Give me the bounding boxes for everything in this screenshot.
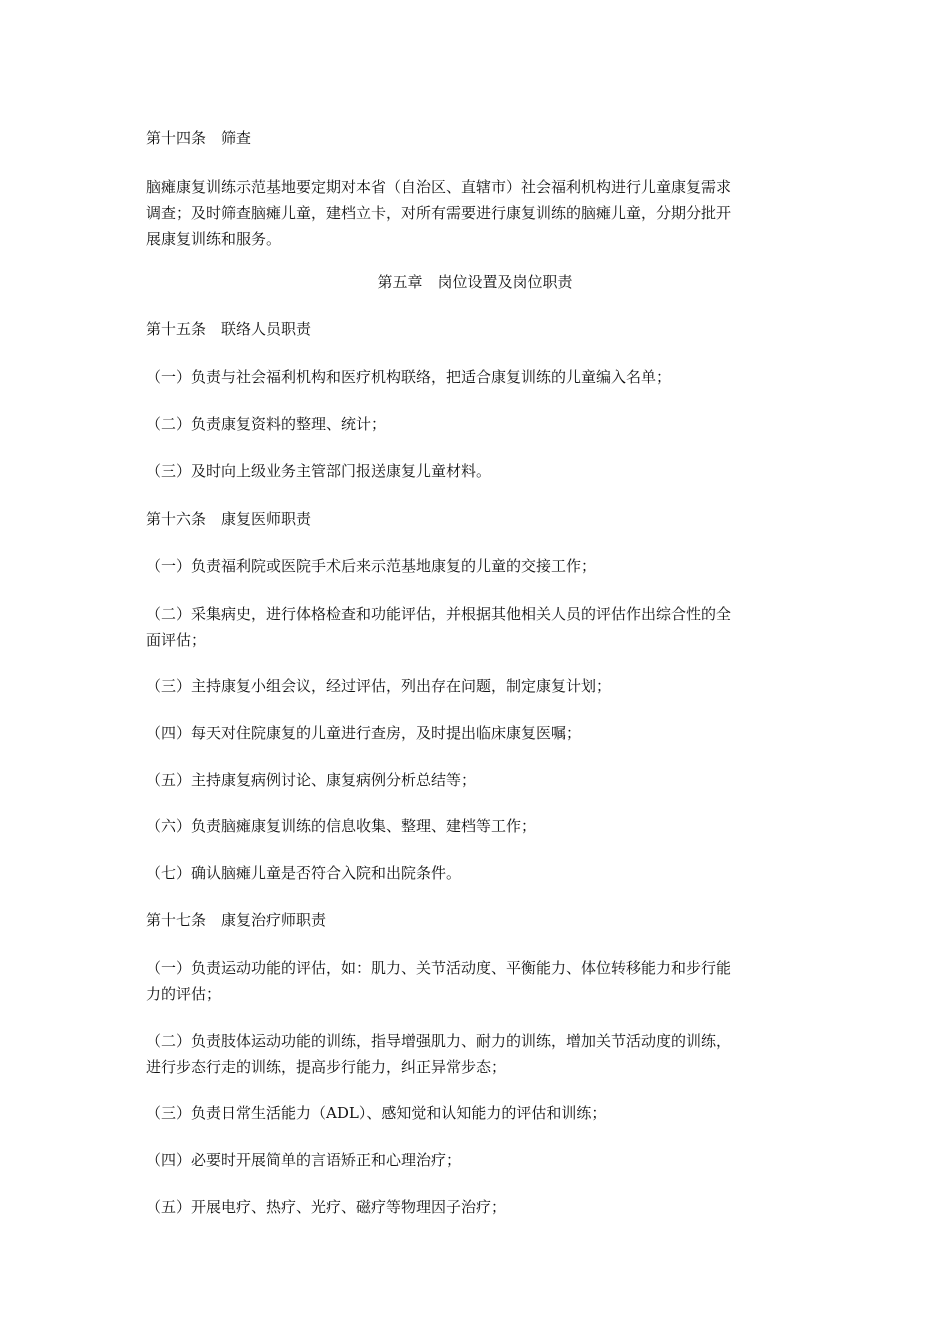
article-16-item-continuation: 面评估； [146, 631, 207, 649]
article-17-item: （三）负责日常生活能力（ADL）、感知觉和认知能力的评估和训练； [146, 1104, 607, 1122]
article-17-item: （四）必要时开展简单的言语矫正和心理治疗； [146, 1151, 462, 1169]
article-16-title: 第十六条 康复医师职责 [146, 510, 312, 528]
article-17-item: （二）负责肢体运动功能的训练，指导增强肌力、耐力的训练，增加关节活动度的训练， [146, 1032, 732, 1050]
article-16-item: （一）负责福利院或医院手术后来示范基地康复的儿童的交接工作； [146, 557, 597, 575]
article-16-item: （五）主持康复病例讨论、康复病例分析总结等； [146, 771, 477, 789]
article-17-item: （五）开展电疗、热疗、光疗、磁疗等物理因子治疗； [146, 1198, 507, 1216]
article-16-item: （六）负责脑瘫康复训练的信息收集、整理、建档等工作； [146, 817, 537, 835]
article-15-title: 第十五条 联络人员职责 [146, 320, 312, 338]
article-15-item: （一）负责与社会福利机构和医疗机构联络，把适合康复训练的儿童编入名单； [146, 368, 672, 386]
article-17-item: （一）负责运动功能的评估，如：肌力、关节活动度、平衡能力、体位转移能力和步行能 [146, 959, 732, 977]
article-14-body-line-1: 脑瘫康复训练示范基地要定期对本省（自治区、直辖市）社会福利机构进行儿童康复需求 [146, 178, 732, 196]
article-16-item: （二）采集病史，进行体格检查和功能评估，并根据其他相关人员的评估作出综合性的全 [146, 605, 732, 623]
article-15-item: （二）负责康复资料的整理、统计； [146, 415, 387, 433]
article-14-body-line-2: 调查；及时筛查脑瘫儿童，建档立卡，对所有需要进行康复训练的脑瘫儿童，分期分批开 [146, 204, 732, 222]
article-15-item: （三）及时向上级业务主管部门报送康复儿童材料。 [146, 462, 492, 480]
chapter-5-heading: 第五章 岗位设置及岗位职责 [377, 273, 573, 291]
article-14-title: 第十四条 筛查 [146, 129, 252, 147]
article-16-item: （四）每天对住院康复的儿童进行查房，及时提出临床康复医嘱； [146, 724, 582, 742]
article-14-body-line-3: 展康复训练和服务。 [146, 230, 282, 248]
article-16-item: （三）主持康复小组会议，经过评估，列出存在问题，制定康复计划； [146, 677, 612, 695]
article-17-item-continuation: 力的评估； [146, 985, 222, 1003]
article-17-item-continuation: 进行步态行走的训练，提高步行能力，纠正异常步态； [146, 1058, 507, 1076]
article-16-item: （七）确认脑瘫儿童是否符合入院和出院条件。 [146, 864, 462, 882]
article-17-title: 第十七条 康复治疗师职责 [146, 911, 327, 929]
